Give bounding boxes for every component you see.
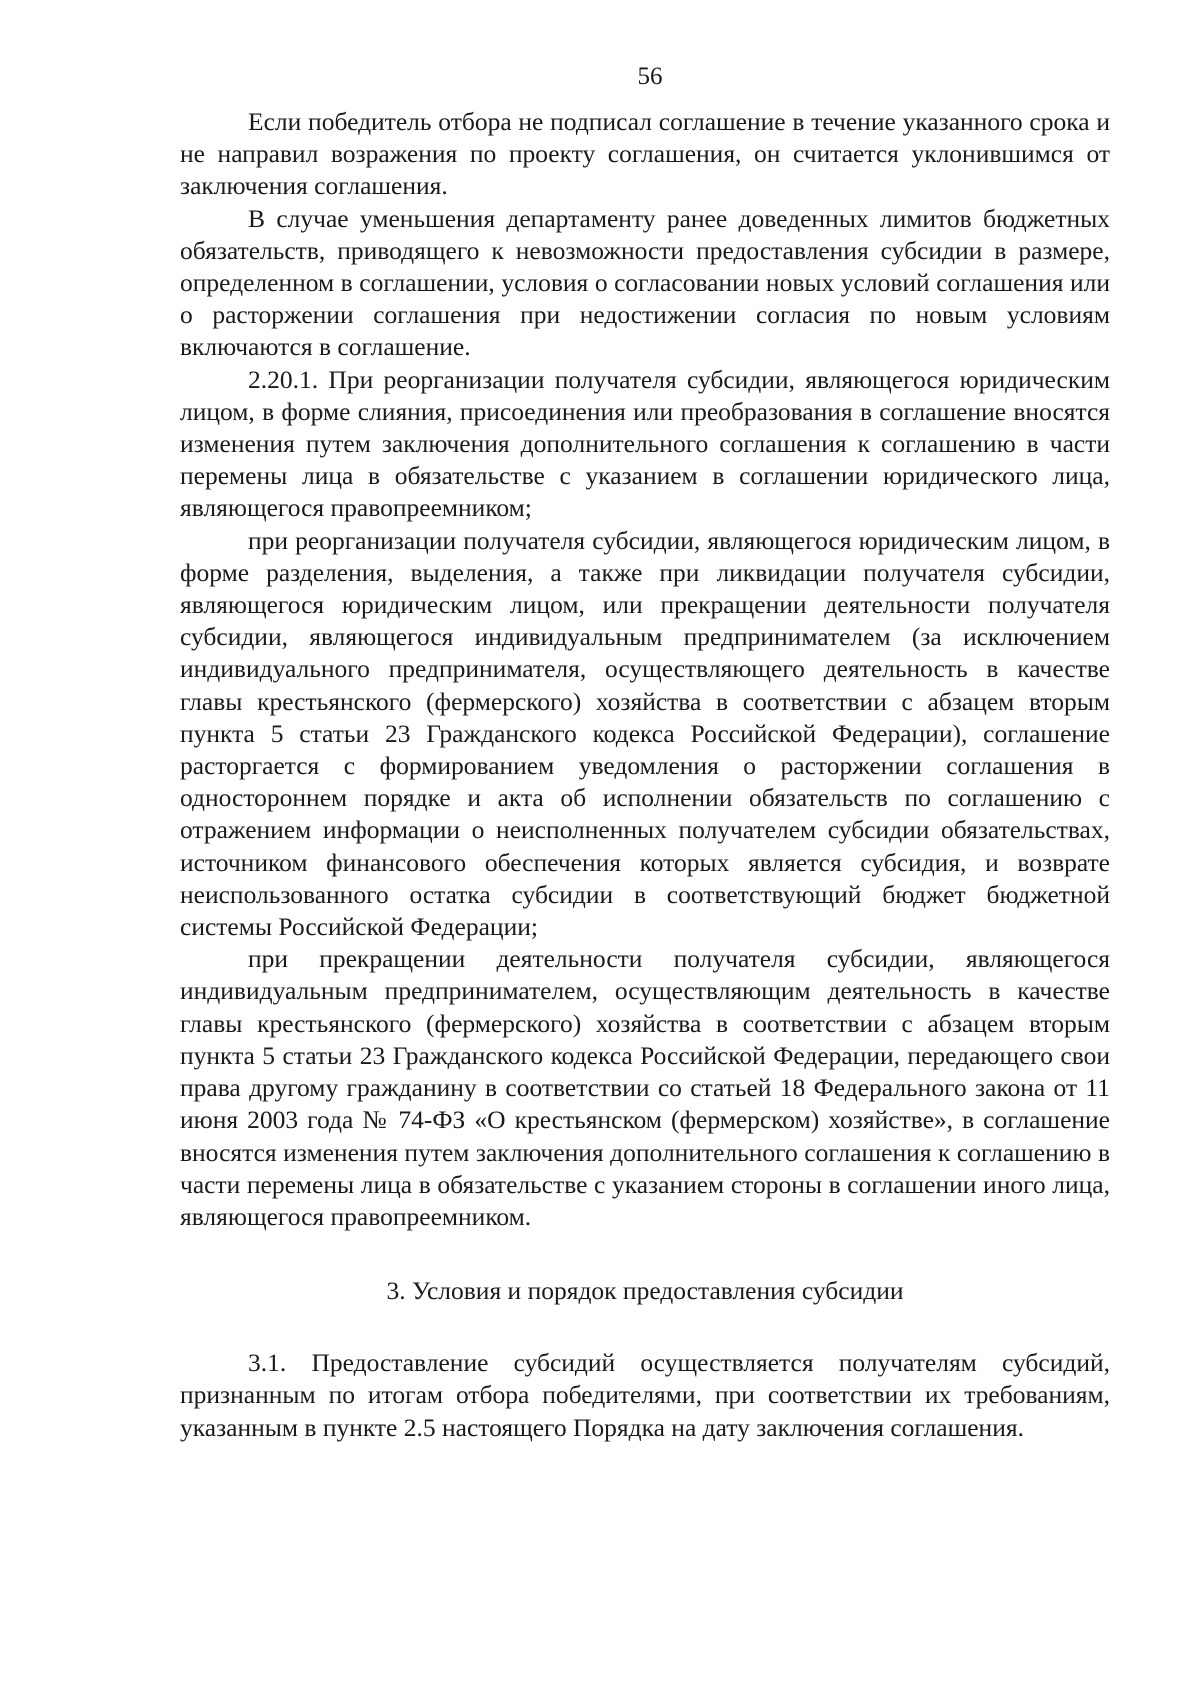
document-page — [180, 62, 1110, 1444]
paragraph-3-1: 3.1. Предоставление субсидий осуществляется получателям субсидий, признанным по итогам отбора победителями, при соответствии их требованиям, указанным в пункте 2.5 настоящего Порядка на дату заключения соглашения. — [180, 1348, 1110, 1442]
paragraph-2-20-1-reorganization: 2.20.1. При реорганизации получателя субсидии, являющегося юридическим лицом, в форме слияния, присоединения или преобразования в соглашение вносятся изменения путем заключения дополнительного соглашения к соглашению в части перемены лица в обязательстве с указанием в соглашении юридического лица, являющегося правопреемником; — [180, 364, 1110, 523]
page-number: 56 — [637, 63, 663, 90]
paragraph-farm-head-transfer: при прекращении деятельности получателя субсидии, являющегося индивидуальным предпринимателем, осуществляющим деятельность в качестве главы крестьянского (фермерского) хозяйства в соответствии с абзацем вторым пункта 5 статьи 23 Гражданского кодекса Российской Федерации, передающего свои права другому гражданину в соответствии со статьей 18 Федерального закона от 11 июня 2003 года № 74-ФЗ «О крестьянском (фермерском) хозяйстве», в соглашение вносятся изменения путем заключения дополнительного соглашения к соглашению в части перемены лица в обязательстве с указанием стороны в соглашении иного лица, являющегося правопреемником. — [180, 944, 1110, 1231]
paragraph-reorganization-termination: при реорганизации получателя субсидии, являющегося юридическим лицом, в форме разделения, выделения, а также при ликвидации получателя субсидии, являющегося юридическим лицом, или прекращении деятельности получателя субсидии, являющегося индивидуальным предпринимателем (за исключением индивидуального предпринимателя, осуществляющего деятельность в качестве главы крестьянского (фермерского) хозяйства в соответствии с абзацем вторым пункта 5 статьи 23 Гражданского кодекса Российской Федерации), соглашение расторгается с формированием уведомления о расторжении соглашения в одностороннем порядке и акта об исполнении обязательств по соглашению с отражением информации о неисполненных получателем субсидии обязательствах, источником финансового обеспечения которых является субсидия, и возврате неиспользованного остатка субсидии в соответствующий бюджет бюджетной системы Российской Федерации; — [180, 525, 1110, 942]
paragraph-evasion: Если победитель отбора не подписал соглашение в течение указанного срока и не направил возражения по проекту соглашения, он считается уклонившимся от заключения соглашения. — [180, 107, 1110, 201]
section-heading: 3. Условия и порядок предоставления субсидии — [386, 1276, 904, 1306]
paragraph-limits-reduction: В случае уменьшения департаменту ранее доведенных лимитов бюджетных обязательств, приводящего к невозможности предоставления субсидии в размере, определенном в соглашении, условия о согласовании новых условий соглашения или о расторжении соглашения при недостижении согласия по новым условиям включаются в соглашение. — [180, 203, 1110, 362]
